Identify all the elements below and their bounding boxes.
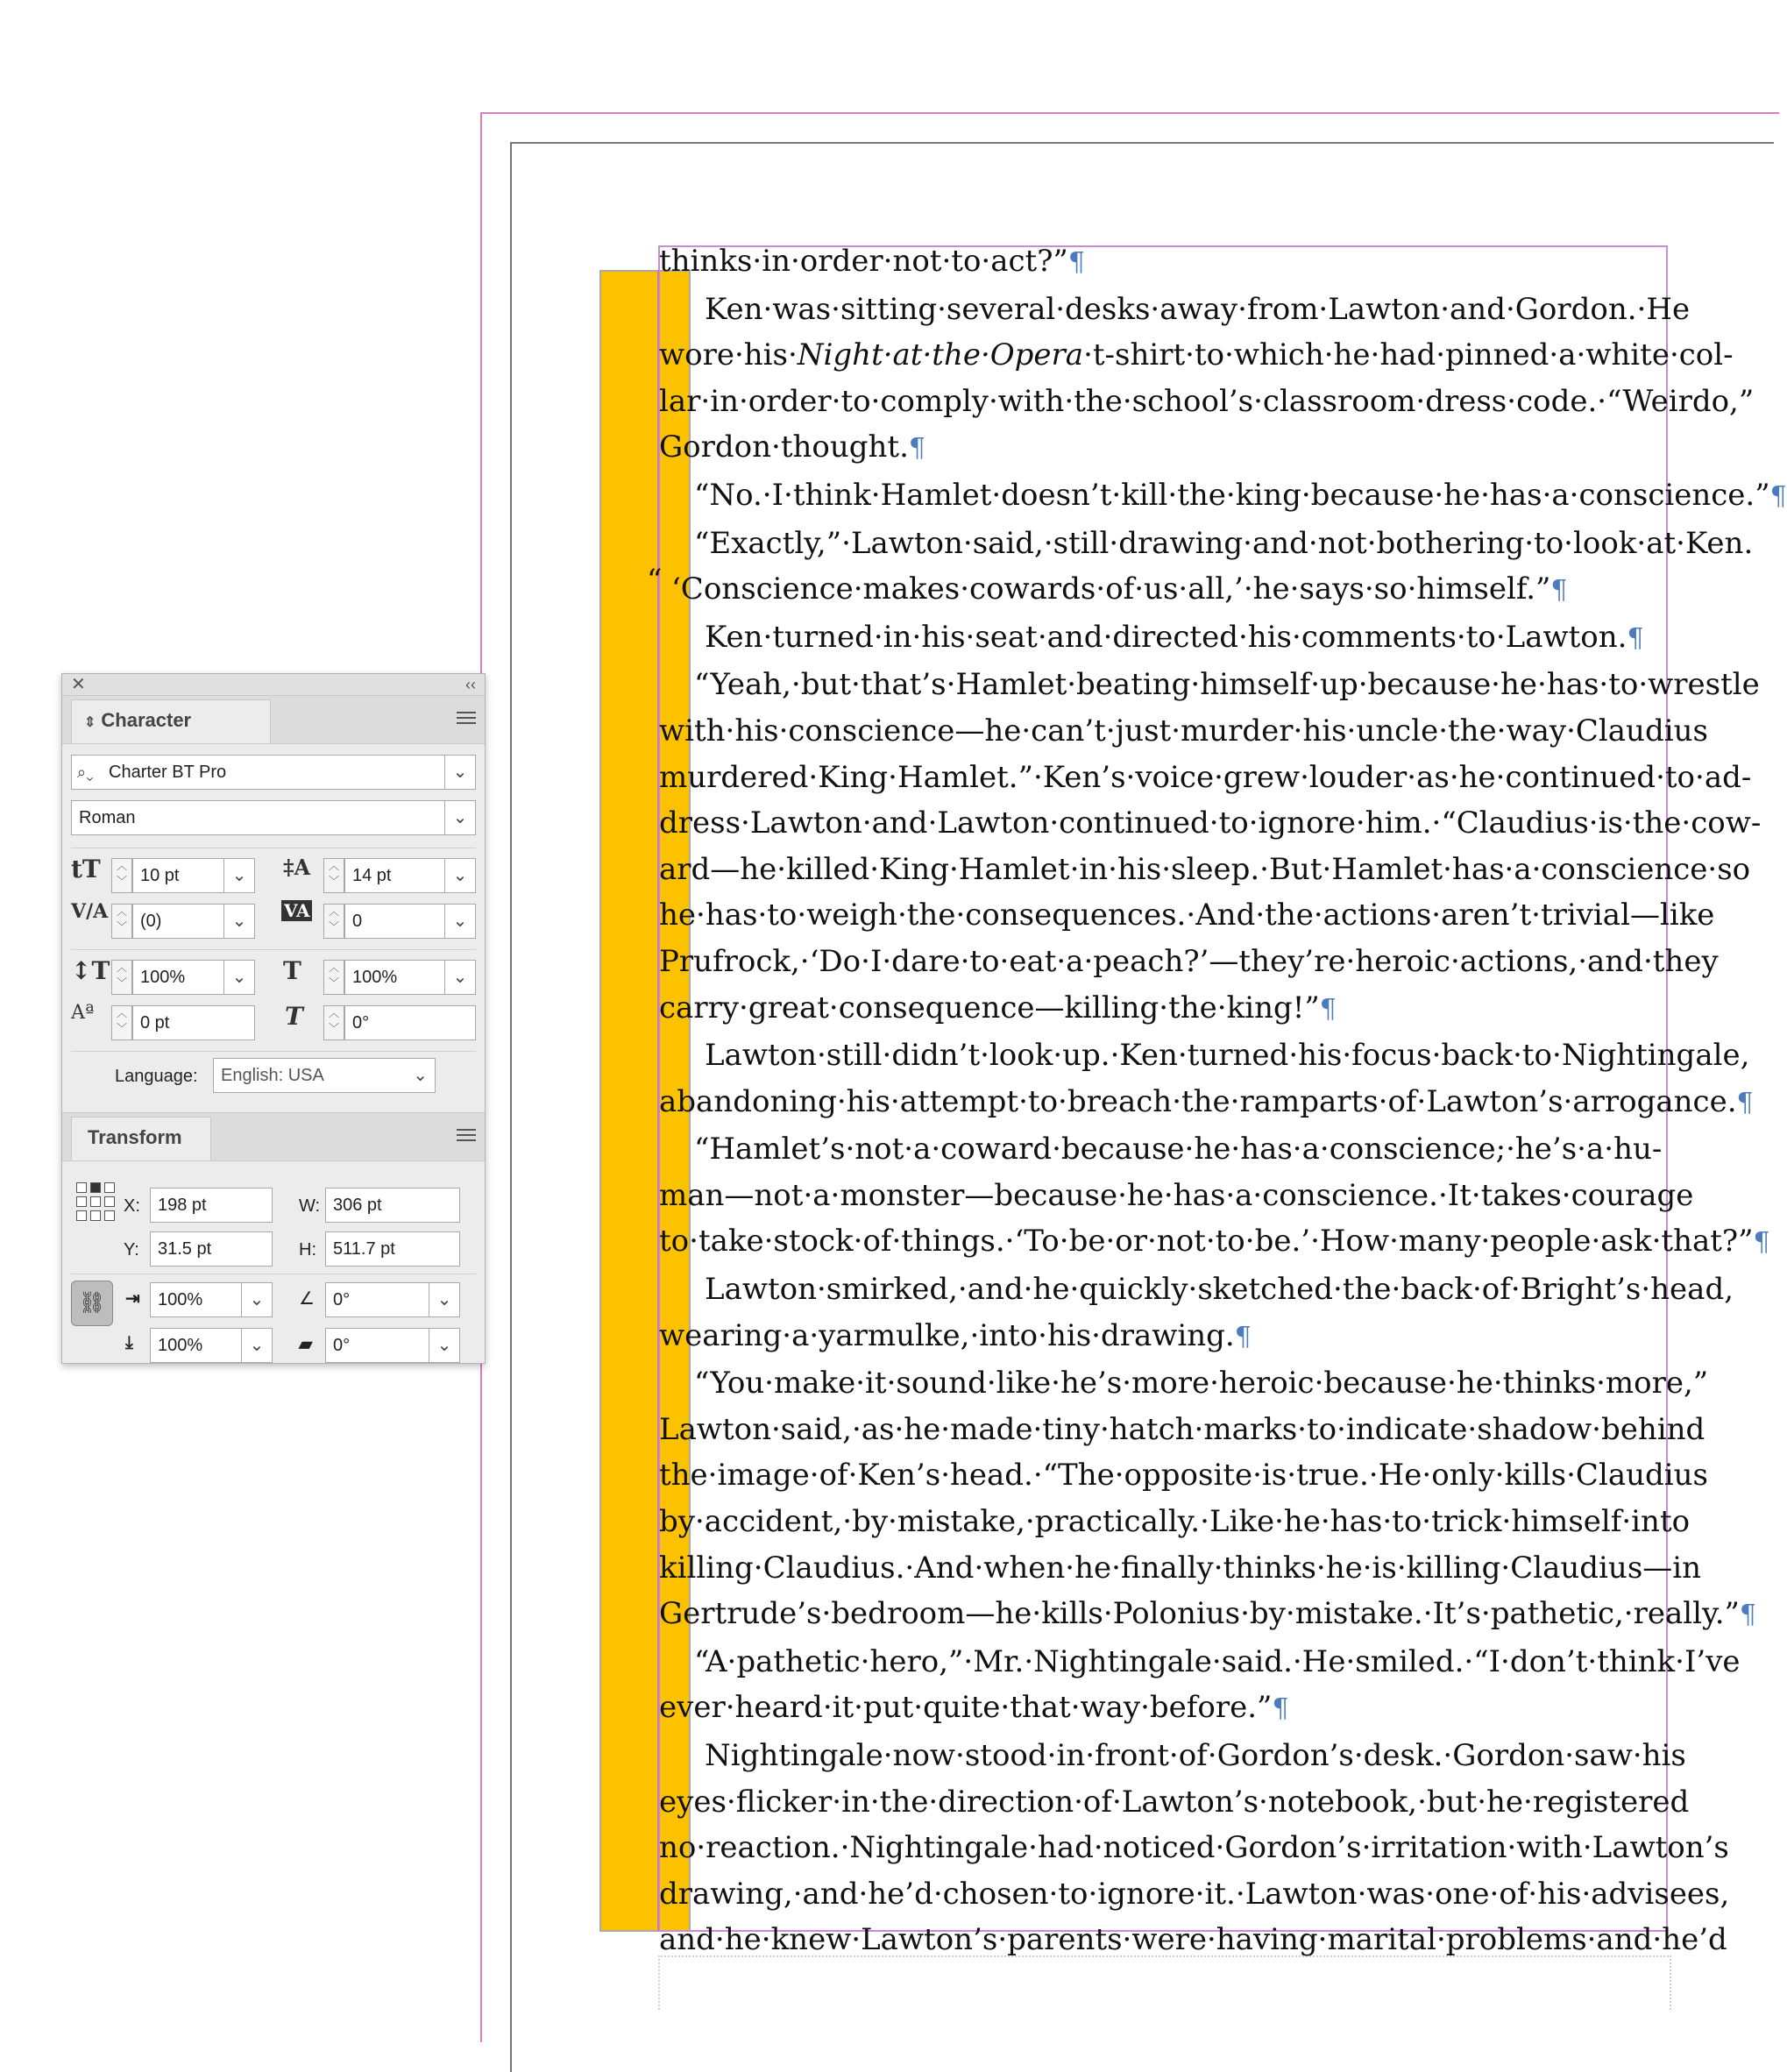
paragraph-line: ever·heard·it·put·quite·that·way·before.”¶ xyxy=(659,1690,1289,1726)
panel-menu-icon[interactable] xyxy=(457,708,476,727)
paragraph-line: “A·pathetic·hero,”·Mr.·Nightingale·said.·He·smiled.·“I·don’t·think·I’ve xyxy=(694,1643,1741,1679)
chevron-down-icon[interactable]: ⌄ xyxy=(223,905,254,938)
character-panel[interactable] xyxy=(61,673,486,1364)
tab-transform[interactable]: Transform xyxy=(71,1117,211,1160)
chevron-down-icon[interactable]: ⌄ xyxy=(444,961,475,994)
paragraph-line: Ken·was·sitting·several·desks·away·from·Lawton·and·Gordon.·He xyxy=(705,291,1691,327)
rotation-field[interactable]: 0° ⌄ xyxy=(325,1282,460,1317)
font-size-stepper[interactable]: ︿ ﹀ xyxy=(111,858,132,893)
tracking-stepper[interactable]: ︿ ﹀ xyxy=(323,904,344,939)
w-field[interactable]: 306 pt xyxy=(325,1188,460,1223)
chevron-down-icon[interactable]: ⌄ xyxy=(444,801,475,834)
vertical-scale-icon: ↕T xyxy=(71,956,110,985)
baseline-shift-field[interactable]: 0 pt xyxy=(132,1005,255,1040)
paragraph-line: Prufrock,·‘Do·I·dare·to·eat·a·peach?’—they’re·heroic·actions,·and·they xyxy=(659,943,1719,979)
separator xyxy=(71,949,476,950)
next-text-frame[interactable] xyxy=(658,1955,1671,2010)
chevron-down-icon[interactable]: ⌄ xyxy=(429,1283,459,1316)
baseline-shift-icon: Aª xyxy=(71,1002,95,1024)
shear-icon: ▰ xyxy=(299,1335,313,1354)
vertical-scale-stepper[interactable]: ︿ ﹀ xyxy=(111,960,132,995)
paragraph-line: thinks·in·order·not·to·act?”¶ xyxy=(659,244,1085,279)
paragraph-line: ard—he·killed·King·Hamlet·in·his·sleep.·But·Hamlet·has·a·conscience·so xyxy=(659,851,1751,887)
tracking-icon: VA xyxy=(281,900,312,921)
horizontal-scale-field[interactable]: 100% ⌄ xyxy=(344,960,476,995)
paragraph-line: murdered·King·Hamlet.”·Ken’s·voice·grew·louder·as·he·continued·to·ad- xyxy=(659,759,1752,795)
shear-field[interactable]: 0° ⌄ xyxy=(325,1328,460,1363)
paragraph-line: Ken·turned·in·his·seat·and·directed·his·comments·to·Lawton.¶ xyxy=(705,619,1644,655)
paragraph-line: to·take·stock·of·things.·‘To·be·or·not·to·be.’·How·many·people·ask·that?”¶ xyxy=(659,1224,1770,1260)
paragraph-line: lar·in·order·to·comply·with·the·school’s·classroom·dress·code.·“Weirdo,” xyxy=(659,383,1755,419)
paragraph-line: with·his·conscience—he·can’t·just·murder·his·uncle·the·way·Claudius xyxy=(659,713,1708,749)
chevron-down-icon[interactable]: ⌄ xyxy=(241,1329,272,1362)
font-style-field[interactable]: Roman ⌄ xyxy=(71,800,476,835)
scale-y-icon: ⤓ xyxy=(125,1333,133,1352)
chevron-down-icon[interactable]: ⌄ xyxy=(223,961,254,994)
x-label: X: xyxy=(124,1196,140,1216)
separator xyxy=(71,1051,476,1052)
skew-field[interactable]: 0° xyxy=(344,1005,476,1040)
paragraph-line: “Exactly,”·Lawton·said,·still·drawing·and·not·bothering·to·look·at·Ken. xyxy=(694,525,1754,561)
paragraph-line: abandoning·his·attempt·to·breach·the·ramparts·of·Lawton’s·arrogance.¶ xyxy=(659,1083,1754,1119)
hanging-quote: “ xyxy=(647,563,663,598)
paragraph-line: by·accident,·by·mistake,·practically.·Like·he·has·to·trick·himself·into xyxy=(659,1504,1691,1540)
scale-x-icon: ⇥ xyxy=(125,1289,140,1309)
x-field[interactable]: 198 pt xyxy=(150,1188,273,1223)
paragraph-line: Nightingale·now·stood·in·front·of·Gordon’s·desk.·Gordon·saw·his xyxy=(705,1738,1686,1773)
transform-tabbar xyxy=(62,1112,485,1161)
paragraph-line: he·has·to·weigh·the·consequences.·And·the·actions·aren’t·trivial—like xyxy=(659,898,1715,933)
paragraph-line: “No.·I·think·Hamlet·doesn’t·kill·the·king·because·he·has·a·conscience.”¶ xyxy=(694,477,1787,513)
paragraph-line: Lawton·still·didn’t·look·up.·Ken·turned·his·focus·back·to·Nightingale, xyxy=(705,1038,1750,1074)
character-tabbar xyxy=(62,696,485,744)
rotate-icon: ∠ xyxy=(299,1289,315,1309)
paragraph-line: dress·Lawton·and·Lawton·continued·to·ignore·him.·“Claudius·is·the·cow- xyxy=(659,805,1762,841)
collapse-icon[interactable]: ‹‹ xyxy=(465,676,476,693)
paragraph-line: “You·make·it·sound·like·he’s·more·heroic·because·he·thinks·more,” xyxy=(694,1366,1709,1401)
chevron-down-icon[interactable]: ⌄ xyxy=(429,1329,459,1362)
font-size-icon: tT xyxy=(71,855,101,883)
paragraph-line: Lawton·smirked,·and·he·quickly·sketched·the·back·of·Bright’s·head, xyxy=(705,1272,1734,1308)
h-field[interactable]: 511.7 pt xyxy=(325,1231,460,1267)
chevron-down-icon[interactable]: ⌄ xyxy=(223,859,254,892)
kerning-field[interactable]: (0) ⌄ xyxy=(132,904,255,939)
paragraph-line: man—not·a·monster—because·he·has·a·conscience.·It·takes·courage xyxy=(659,1177,1694,1213)
horizontal-scale-icon: T xyxy=(283,956,301,985)
language-select[interactable]: English: USA ⌄ xyxy=(213,1058,436,1093)
paragraph-line: carry·great·consequence—killing·the·king!”¶ xyxy=(659,990,1337,1025)
constrain-link-icon[interactable]: ⛓ xyxy=(71,1281,113,1326)
chevron-down-icon[interactable]: ⌄ xyxy=(444,905,475,938)
leading-stepper[interactable]: ︿ ﹀ xyxy=(323,858,344,893)
chevron-down-icon[interactable]: ⌄ xyxy=(444,859,475,892)
leading-field[interactable]: 14 pt ⌄ xyxy=(344,858,476,893)
chevron-down-icon: ⌄ xyxy=(413,1066,428,1085)
paragraph-line: Lawton·said,·as·he·made·tiny·hatch·marks·to·indicate·shadow·behind xyxy=(659,1411,1705,1447)
close-icon[interactable]: ✕ xyxy=(71,675,86,694)
paragraph-line: the·image·of·Ken’s·head.·“The·opposite·is·true.·He·only·kills·Claudius xyxy=(659,1458,1708,1494)
font-size-field[interactable]: 10 pt ⌄ xyxy=(132,858,255,893)
paragraph-line: and·he·knew·Lawton’s·parents·were·having·marital·problems·and·he’d xyxy=(659,1922,1727,1958)
paragraph-line: “Hamlet’s·not·a·coward·because·he·has·a·conscience;·he’s·a·hu- xyxy=(694,1132,1663,1167)
story-text[interactable] xyxy=(659,238,1787,1963)
paragraph-line: “Yeah,·but·that’s·Hamlet·beating·himself·up·because·he·has·to·wrestle xyxy=(694,667,1760,703)
font-family-field[interactable]: ⌕⌄ Charter BT Pro ⌄ xyxy=(71,755,476,790)
paragraph-line: eyes·flicker·in·the·direction·of·Lawton’s·notebook,·but·he·registered xyxy=(659,1784,1690,1820)
paragraph-line: ‘Conscience·makes·cowards·of·us·all,’·he·says·so·himself.”¶ xyxy=(671,571,1568,607)
y-field[interactable]: 31.5 pt xyxy=(150,1231,273,1267)
scale-x-field[interactable]: 100% ⌄ xyxy=(150,1282,273,1317)
h-label: H: xyxy=(299,1240,316,1260)
chevron-down-icon[interactable]: ⌄ xyxy=(444,756,475,789)
language-label: Language: xyxy=(115,1067,198,1086)
vertical-scale-field[interactable]: 100% ⌄ xyxy=(132,960,255,995)
horizontal-scale-stepper[interactable]: ︿ ﹀ xyxy=(323,960,344,995)
chevron-down-icon[interactable]: ⌄ xyxy=(241,1283,272,1316)
y-label: Y: xyxy=(124,1240,139,1260)
paragraph-line: killing·Claudius.·And·when·he·finally·thinks·he·is·killing·Claudius—in xyxy=(659,1550,1702,1586)
baseline-shift-stepper[interactable]: ︿ ﹀ xyxy=(111,1005,132,1040)
panel-menu-icon[interactable] xyxy=(457,1125,476,1145)
skew-icon: T xyxy=(285,1002,303,1031)
search-icon: ⌕⌄ xyxy=(77,763,94,781)
tab-character[interactable]: ⇕ Character xyxy=(71,699,271,743)
skew-stepper[interactable]: ︿ ﹀ xyxy=(323,1005,344,1040)
paragraph-line: wearing·a·yarmulke,·into·his·drawing.¶ xyxy=(659,1317,1252,1353)
scale-y-field[interactable]: 100% ⌄ xyxy=(150,1328,273,1363)
tracking-field[interactable]: 0 ⌄ xyxy=(344,904,476,939)
paragraph-line: drawing,·and·he’d·chosen·to·ignore·it.·Lawton·was·one·of·his·advisees, xyxy=(659,1876,1730,1912)
paragraph-line: Gertrude’s·bedroom—he·kills·Polonius·by·mistake.·It’s·pathetic,·really.”¶ xyxy=(659,1596,1756,1632)
paragraph-line: no·reaction.·Nightingale·had·noticed·Gordon’s·irritation·with·Lawton’s xyxy=(659,1830,1729,1866)
leading-icon: ‡A xyxy=(283,855,311,880)
kerning-icon: V/A xyxy=(71,900,109,923)
paragraph-line: Gordon·thought.¶ xyxy=(659,429,925,465)
paragraph-line: wore·his·Night·at·the·Opera·t-shirt·to·which·he·had·pinned·a·white·col- xyxy=(659,337,1734,373)
w-label: W: xyxy=(299,1196,321,1216)
kerning-stepper[interactable]: ︿ ﹀ xyxy=(111,904,132,939)
panel-titlebar[interactable] xyxy=(62,674,485,696)
